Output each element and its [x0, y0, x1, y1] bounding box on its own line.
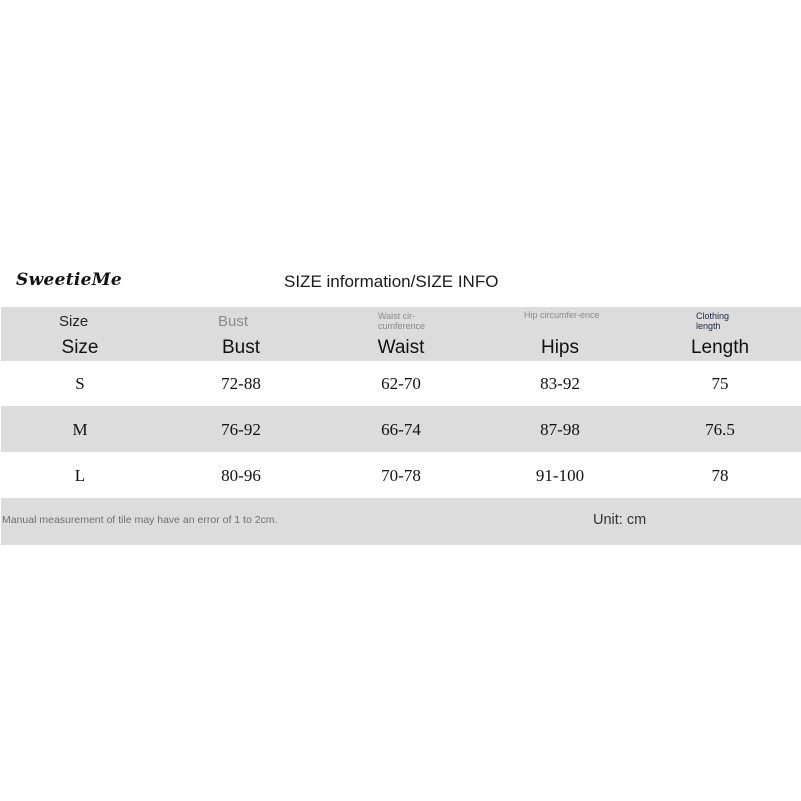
column-header-size: Size [61, 337, 99, 358]
cell-hips: 83-92 [540, 374, 580, 393]
page-title: SIZE information/SIZE INFO [284, 272, 499, 291]
cell-size: S [75, 374, 85, 393]
cell-waist: 62-70 [381, 374, 421, 393]
cell-bust: 80-96 [221, 466, 261, 485]
header-sub-label-size: Size [59, 313, 89, 330]
column-header-hips: Hips [540, 337, 580, 358]
cell-length: 78 [711, 466, 729, 485]
header-sub-label-length: Clothing length [696, 311, 730, 331]
header-sub-label-hips: Hip circumfer-ence [524, 310, 600, 320]
cell-waist: 66-74 [381, 420, 421, 439]
column-header-waist: Waist [377, 337, 425, 358]
cell-hips: 91-100 [535, 466, 585, 485]
header-sub-label-bust: Bust [218, 313, 249, 330]
brand-logo: SweetieMe [16, 270, 123, 290]
cell-hips: 87-98 [540, 420, 580, 439]
cell-length: 75 [711, 374, 729, 393]
cell-size: L [74, 466, 86, 485]
cell-bust: 72-88 [221, 374, 261, 393]
column-header-length: Length [690, 337, 750, 358]
cell-bust: 76-92 [221, 420, 261, 439]
cell-size: M [72, 420, 88, 439]
cell-length: 76.5 [705, 420, 735, 439]
measurement-note: Manual measurement of tile may have an error of 1 to 2cm. [2, 514, 278, 526]
column-header-bust: Bust [221, 337, 261, 358]
cell-waist: 70-78 [381, 466, 421, 485]
header-sub-label-waist: Waist cir-cumference [378, 311, 426, 331]
unit-label: Unit: cm [593, 512, 647, 528]
